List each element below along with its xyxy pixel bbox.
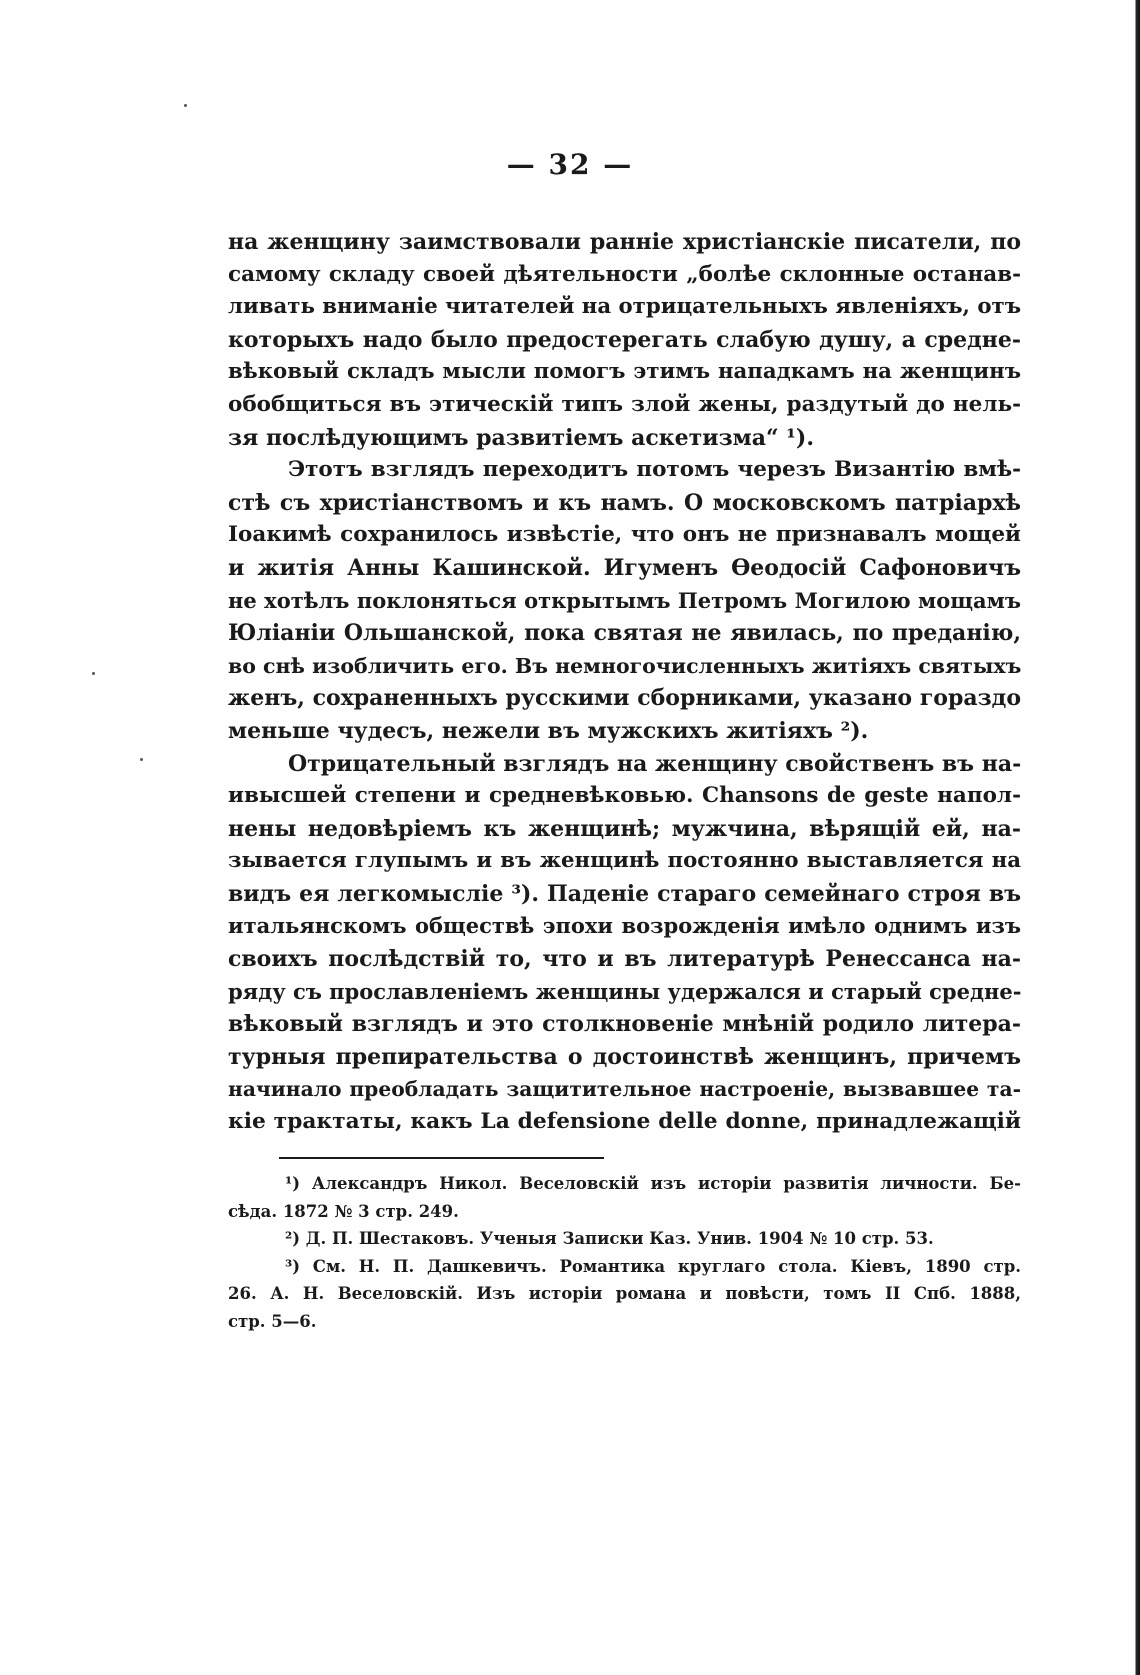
footnote-line: ³) См. Н. П. Дашкевичъ. Романтика круглаго стола. Кіевъ, 1890 стр. [285, 1256, 1021, 1276]
body-line: меньше чудесъ, нежели въ мужскихъ житіяхъ ²). [228, 717, 869, 744]
scan-speck [92, 672, 95, 675]
body-line: турныя препирательства о достоинствѣ женщинъ, причемъ [228, 1043, 1021, 1070]
body-line: на женщину заимствовали ранніе христіанскіе писатели, по [228, 229, 1021, 255]
body-line: ивысшей степени и средневѣковью. Chansons de geste напол- [228, 783, 1021, 809]
body-line: зя послѣдующимъ развитіемъ аскетизма“ ¹). [228, 424, 814, 451]
body-line: вѣковый складъ мысли помогъ этимъ нападкамъ на женщинъ [228, 359, 1021, 385]
footnote-rule [279, 1157, 604, 1159]
body-line: которыхъ надо было предостерегать слабую душу, а средне- [228, 326, 1021, 353]
body-line: ливать вниманіе читателей на отрицательныхъ явленіяхъ, отъ [228, 294, 1021, 320]
footnote-line: ¹) Александръ Никол. Веселовскій изъ исторіи развитія личности. Бе- [285, 1174, 1021, 1193]
body-line: видъ ея легкомысліе ³). Паденіе стараго семейнаго строя въ [228, 880, 1021, 907]
body-line: обобщиться въ этическій типъ злой жены, раздутый до нель- [228, 391, 1021, 417]
page-number: — 32 — [506, 148, 634, 181]
body-line: итальянскомъ обществѣ эпохи возрожденія имѣло однимъ изъ [228, 913, 1021, 939]
body-line: ряду съ прославленіемъ женщины удержался и старый средне- [228, 978, 1021, 1004]
body-line: Іоакимѣ сохранилось извѣстіе, что онъ не признавалъ мощей [228, 522, 1021, 548]
scan-edge-shadow [1122, 0, 1140, 1675]
footnote-line: 26. А. Н. Веселовскій. Изъ исторіи романа и повѣсти, томъ II Спб. 1888, [228, 1284, 1021, 1303]
body-line: зывается глупымъ и въ женщинѣ постоянно выставляется на [228, 848, 1021, 874]
body-line: кіе трактаты, какъ La defensione delle donne, принадлежащій [228, 1109, 1021, 1135]
body-line: своихъ послѣдствій то, что и въ литературѣ Ренессанса на- [228, 946, 1021, 973]
body-line: и житія Анны Кашинской. Игуменъ Өеодосій Сафоновичъ [228, 554, 1021, 581]
body-line: вѣковый взглядъ и это столкновеніе мнѣній родило литера- [228, 1011, 1021, 1038]
footnote-line: сѣда. 1872 № 3 стр. 249. [228, 1201, 459, 1221]
body-line: самому складу своей дѣятельности „болѣе склонные останав- [228, 261, 1021, 287]
body-line: во снѣ изобличить его. Въ немногочисленныхъ житіяхъ святыхъ [228, 653, 1021, 678]
body-line: Отрицательный взглядъ на женщину свойственъ въ на- [288, 750, 1021, 777]
footnote-line: ²) Д. П. Шестаковъ. Ученыя Записки Каз. Унив. 1904 № 10 стр. 53. [285, 1229, 934, 1248]
body-line: Юліаніи Ольшанской, пока святая не явилась, по преданію, [228, 620, 1021, 647]
body-line: Этотъ взглядъ переходитъ потомъ черезъ Византію вмѣ- [288, 457, 1021, 483]
body-line: нены недовѣріемъ къ женщинѣ; мужчина, вѣрящій ей, на- [228, 815, 1021, 842]
body-line: женъ, сохраненныхъ русскими сборниками, указано гораздо [228, 685, 1021, 712]
body-line: стѣ съ христіанствомъ и къ намъ. О московскомъ патріархѣ [228, 489, 1021, 516]
footnotes [228, 1170, 1021, 1335]
body-text [228, 226, 1021, 1139]
scan-speck [184, 104, 187, 107]
footnote-line: стр. 5—6. [228, 1311, 317, 1331]
body-line: начинало преобладать защитительное настроеніе, вызвавшее та- [228, 1077, 1021, 1102]
scan-speck [140, 758, 143, 761]
body-line: не хотѣлъ поклоняться открытымъ Петромъ Могилою мощамъ [228, 587, 1021, 613]
